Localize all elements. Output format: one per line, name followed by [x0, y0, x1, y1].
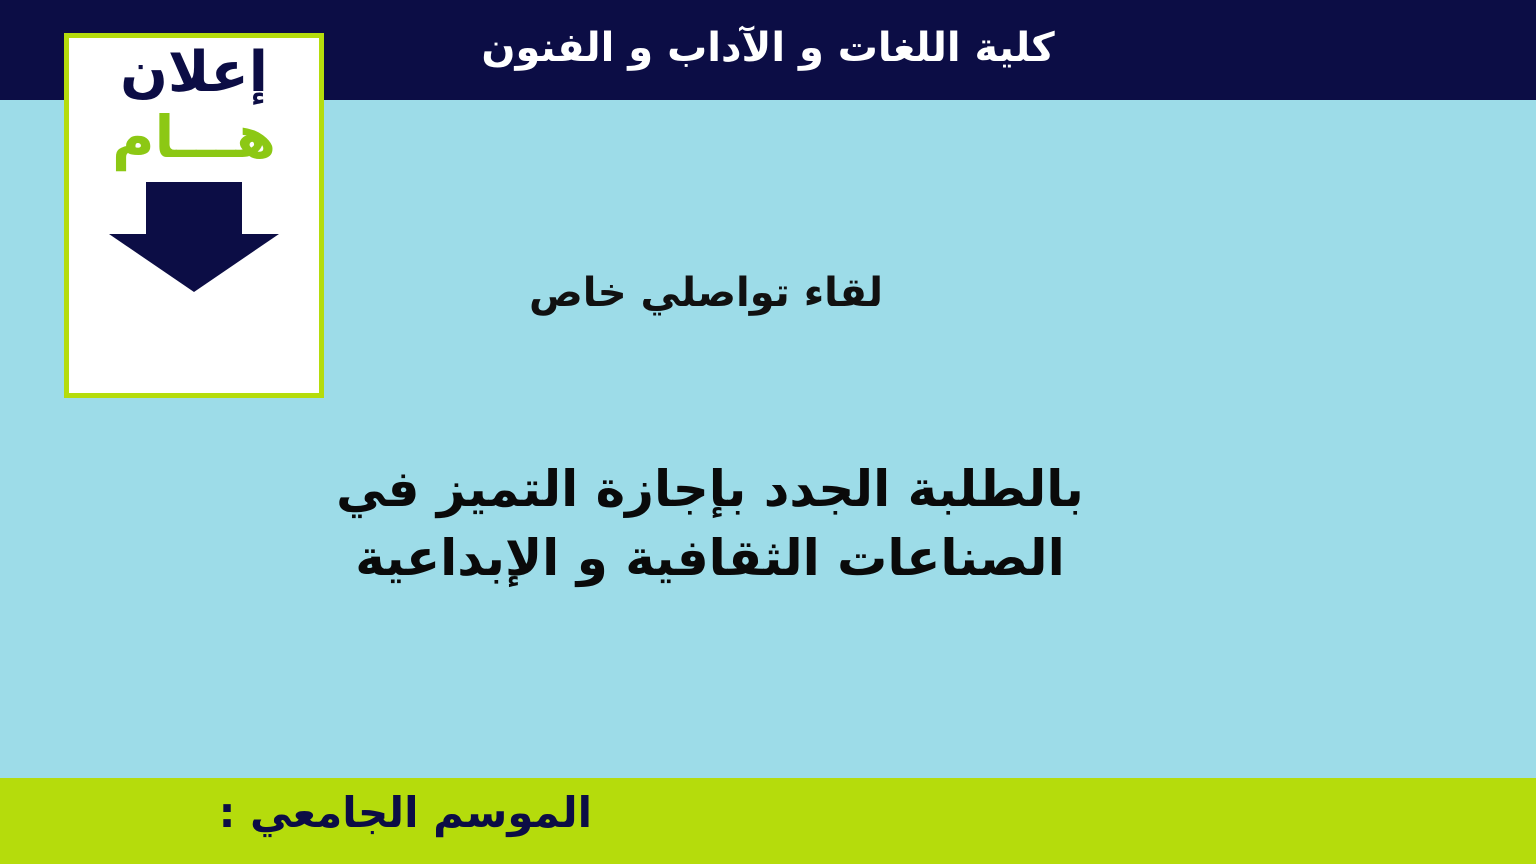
- announcement-badge: [64, 33, 324, 398]
- arrow-shaft: [146, 182, 242, 234]
- footer-band: [0, 778, 1536, 864]
- badge-label-announcement: إعلان: [120, 40, 268, 105]
- badge-label-important: هـــام: [112, 102, 276, 171]
- event-main-text: بالطلبة الجدد بإجازة التميز في الصناعات الثقافية و الإبداعية: [336, 460, 1084, 587]
- faculty-title: كلية اللغات و الآداب و الفنون: [481, 25, 1055, 71]
- academic-season-label: الموسم الجامعي :: [218, 788, 592, 837]
- event-subtitle: لقاء تواصلي خاص: [528, 270, 884, 316]
